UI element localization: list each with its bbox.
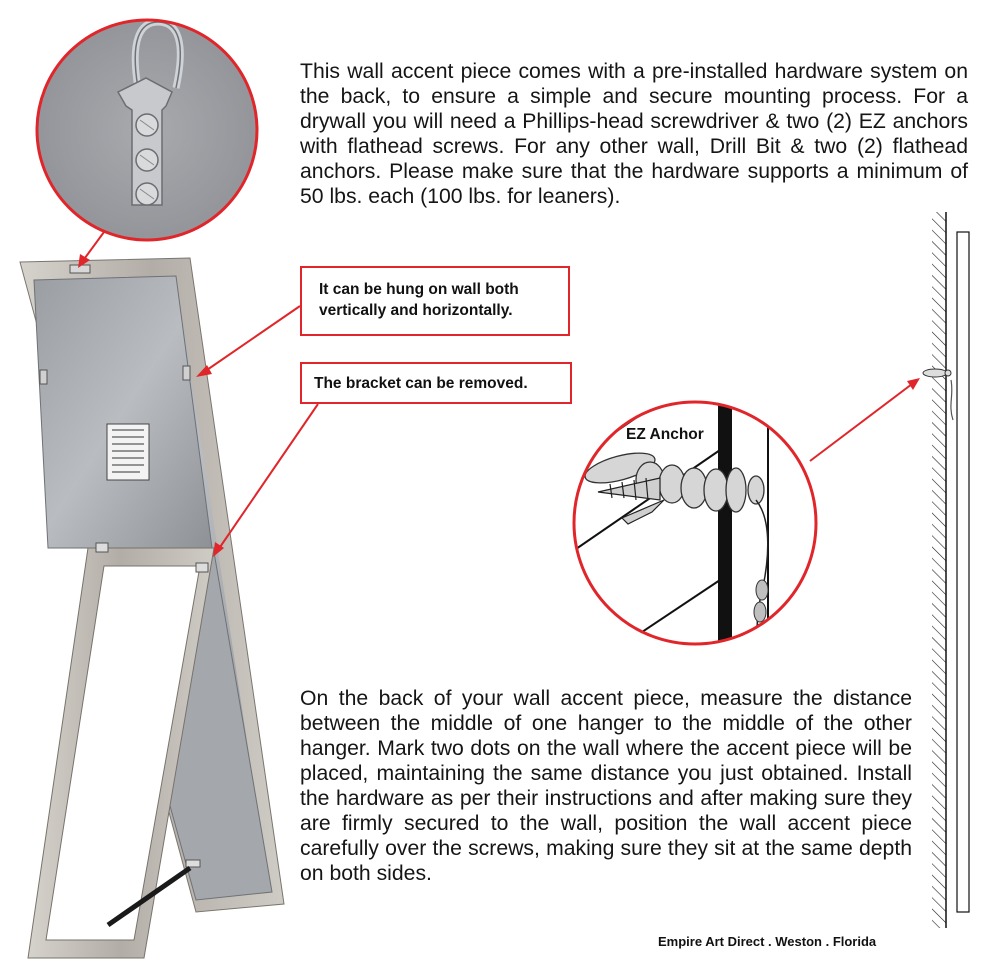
hanger-closeup [37, 20, 257, 240]
callout-hang-orientation: It can be hung on wall both vertically and horizontally. [300, 266, 570, 336]
ez-anchor-closeup [560, 360, 836, 700]
intro-paragraph: This wall accent piece comes with a pre-installed hardware system on the back, to ensure a simple and secure mounting process. For a drywall you will need a Phillips-head screwdriver & two (2) EZ anchors with flathead screws. For any other wall, Drill Bit & two (2) flathead anchors. Please make sure that the hardware supports a minimum of 50 lbs. each (100 lbs. for leaners). [300, 60, 968, 208]
instructions-paragraph: On the back of your wall accent piece, measure the distance between the middle of one hanger to the middle of the other hanger. Mark two dots on the wall where the accent piece will be placed, maintaining the same distance you just obtained. Install the hardware as per their instructions and after making sure they are firmly secured to the wall, position the wall accent piece carefully over the screws, making sure they sit at the same depth on both sides. [300, 687, 912, 885]
callout-bracket-removable: The bracket can be removed. [300, 362, 572, 404]
ez-anchor-label: EZ Anchor [626, 426, 704, 443]
footer-credit: Empire Art Direct . Weston . Florida [658, 934, 877, 949]
screw-icon [923, 369, 951, 377]
leaner-mirror [20, 258, 284, 958]
wall-side-view [923, 212, 969, 928]
